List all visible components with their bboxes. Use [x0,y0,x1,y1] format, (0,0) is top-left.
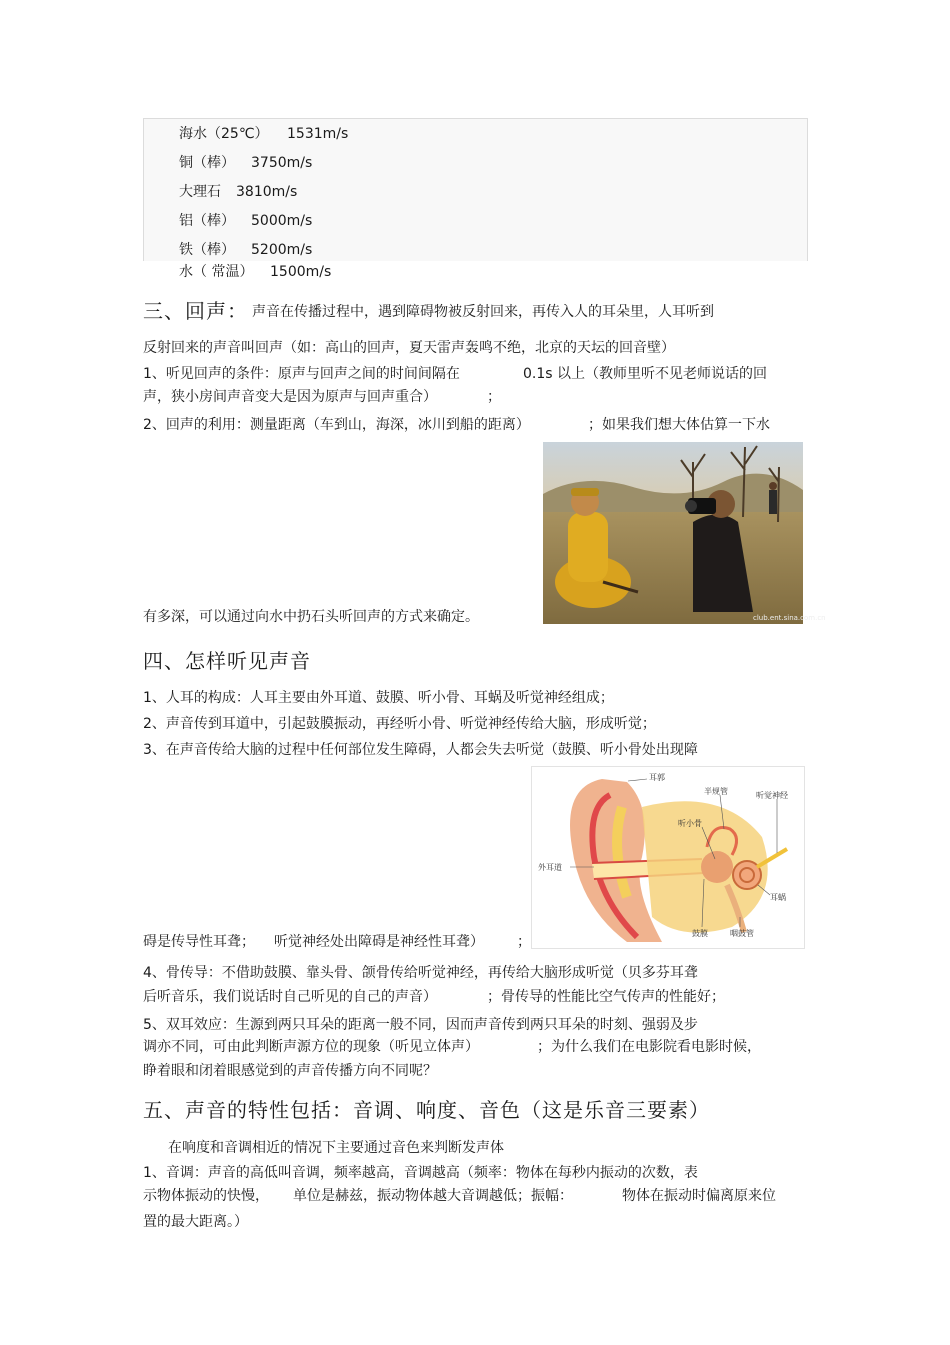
amplitude-definition-end: 置的最大距离。） [143,1214,248,1230]
material-name: 大理石 [179,184,221,200]
echo-definition: 声音在传播过程中，遇到障碍物被反射回来，再传入人的耳朵里，人耳听到 [252,304,714,320]
label-ossicles: 听小骨 [678,819,702,828]
ear-anatomy-diagram [531,766,805,949]
bone-conduction: 4、骨传导：不借助鼓膜、靠头骨、颌骨传给听觉神经，再传给大脑形成听觉（贝多芬耳聋 [143,965,698,981]
label-pinna: 耳郭 [649,773,665,782]
speed-row [179,212,313,230]
speed-row [179,183,298,201]
speed-value: 3750m/s [251,155,313,171]
binaural-question: ；为什么我们在电影院看电影时候， [537,1039,761,1055]
echo-condition-cont: 声，狭小房间声音变大是因为原声与回声重合） [143,389,437,405]
material-name: 铁（棒） [179,242,235,258]
echo-condition: 1、听见回声的条件：原声与回声之间的时间间隔在 [143,366,460,382]
echo-use: 2、回声的利用：测量距离（车到山，海深，冰川到船的距离） [143,417,530,433]
bone-conduction-cont: 后听音乐，我们说话时自己听见的自己的声音） [143,989,437,1005]
deafness-neural: 听觉神经处出障碍是神经性耳聋） [274,934,484,950]
pitch-unit: 单位是赫兹，振动物体越大音调越低；振幅： [293,1188,573,1204]
binaural-question-end: 睁着眼和闭着眼感觉到的声音传播方向不同呢？ [143,1063,437,1079]
material-name: 铝（棒） [179,213,235,229]
echo-use-end: 有多深，可以通过向水中扔石头听回声的方式来确定。 [143,609,479,625]
pitch-definition: 1、音调：声音的高低叫音调，频率越高，音调越高（频率：物体在每秒内振动的次数，表 [143,1165,698,1181]
scene-illustration [543,442,826,624]
ear-structure: 1、人耳的构成：人耳主要由外耳道、鼓膜、听小骨、耳蜗及听觉神经组成； [143,690,614,706]
label-eustachian-tube: 咽鼓管 [730,929,754,938]
speed-row [179,241,313,259]
photo-watermark: club.ent.sina.com.cn [753,614,826,622]
label-semicircular-canals: 半规管 [704,787,728,796]
speed-value: 1500m/s [270,264,332,280]
material-name: 铜（棒） [179,155,235,171]
timbre-intro: 在响度和音调相近的情况下主要通过音色来判断发声体 [168,1140,504,1156]
deafness-conductive: 碍是传导性耳聋； [143,934,255,950]
pitch-definition-cont: 示物体振动的快慢， [143,1188,269,1204]
binaural-effect-cont: 调亦不同，可由此判断声源方位的现象（听见立体声） [143,1039,479,1055]
punct: ； [487,389,501,405]
section-5-heading: 五、声音的特性包括：音调、响度、音色（这是乐音三要素） [143,1098,710,1122]
label-cochlea: 耳蜗 [770,893,786,902]
echo-scene-photo [543,442,826,624]
speed-value: 1531m/s [287,126,349,142]
speed-row [179,154,313,172]
punct: ； [517,934,531,950]
binaural-effect: 5、双耳效应：生源到两只耳朵的距离一般不同，因而声音传到两只耳朵的时刻、强弱及步 [143,1017,698,1033]
speed-row [179,263,332,281]
deafness-cause: 3、在声音传给大脑的过程中任何部位发生障碍，人都会失去听觉（鼓膜、听小骨处出现障 [143,742,698,758]
label-auditory-nerve: 听觉神经 [756,791,788,800]
echo-use-cont: ；如果我们想大体估算一下水 [588,417,770,433]
echo-definition-cont: 反射回来的声音叫回声（如：高山的回声，夏天雷声轰鸣不绝，北京的天坛的回音壁） [143,340,675,356]
speed-value: 5000m/s [251,213,313,229]
material-name: 海水（25℃） [179,126,269,142]
echo-condition-time: 0.1s 以上（教师里听不见老师说话的回 [523,366,768,382]
section-3-heading: 三、回声： [143,299,248,323]
speed-row [179,125,349,143]
label-ear-canal: 外耳道 [538,863,562,872]
material-name: 水（ 常温） [179,264,254,280]
bone-conduction-end: ；骨传导的性能比空气传声的性能好； [487,989,725,1005]
label-eardrum: 鼓膜 [692,929,708,938]
amplitude-definition: 物体在振动时偏离原来位 [622,1188,776,1204]
section-4-heading: 四、怎样听见声音 [143,649,311,673]
hearing-process: 2、声音传到耳道中，引起鼓膜振动，再经听小骨、听觉神经传给大脑，形成听觉； [143,716,656,732]
speed-value: 3810m/s [236,184,298,200]
speed-value: 5200m/s [251,242,313,258]
